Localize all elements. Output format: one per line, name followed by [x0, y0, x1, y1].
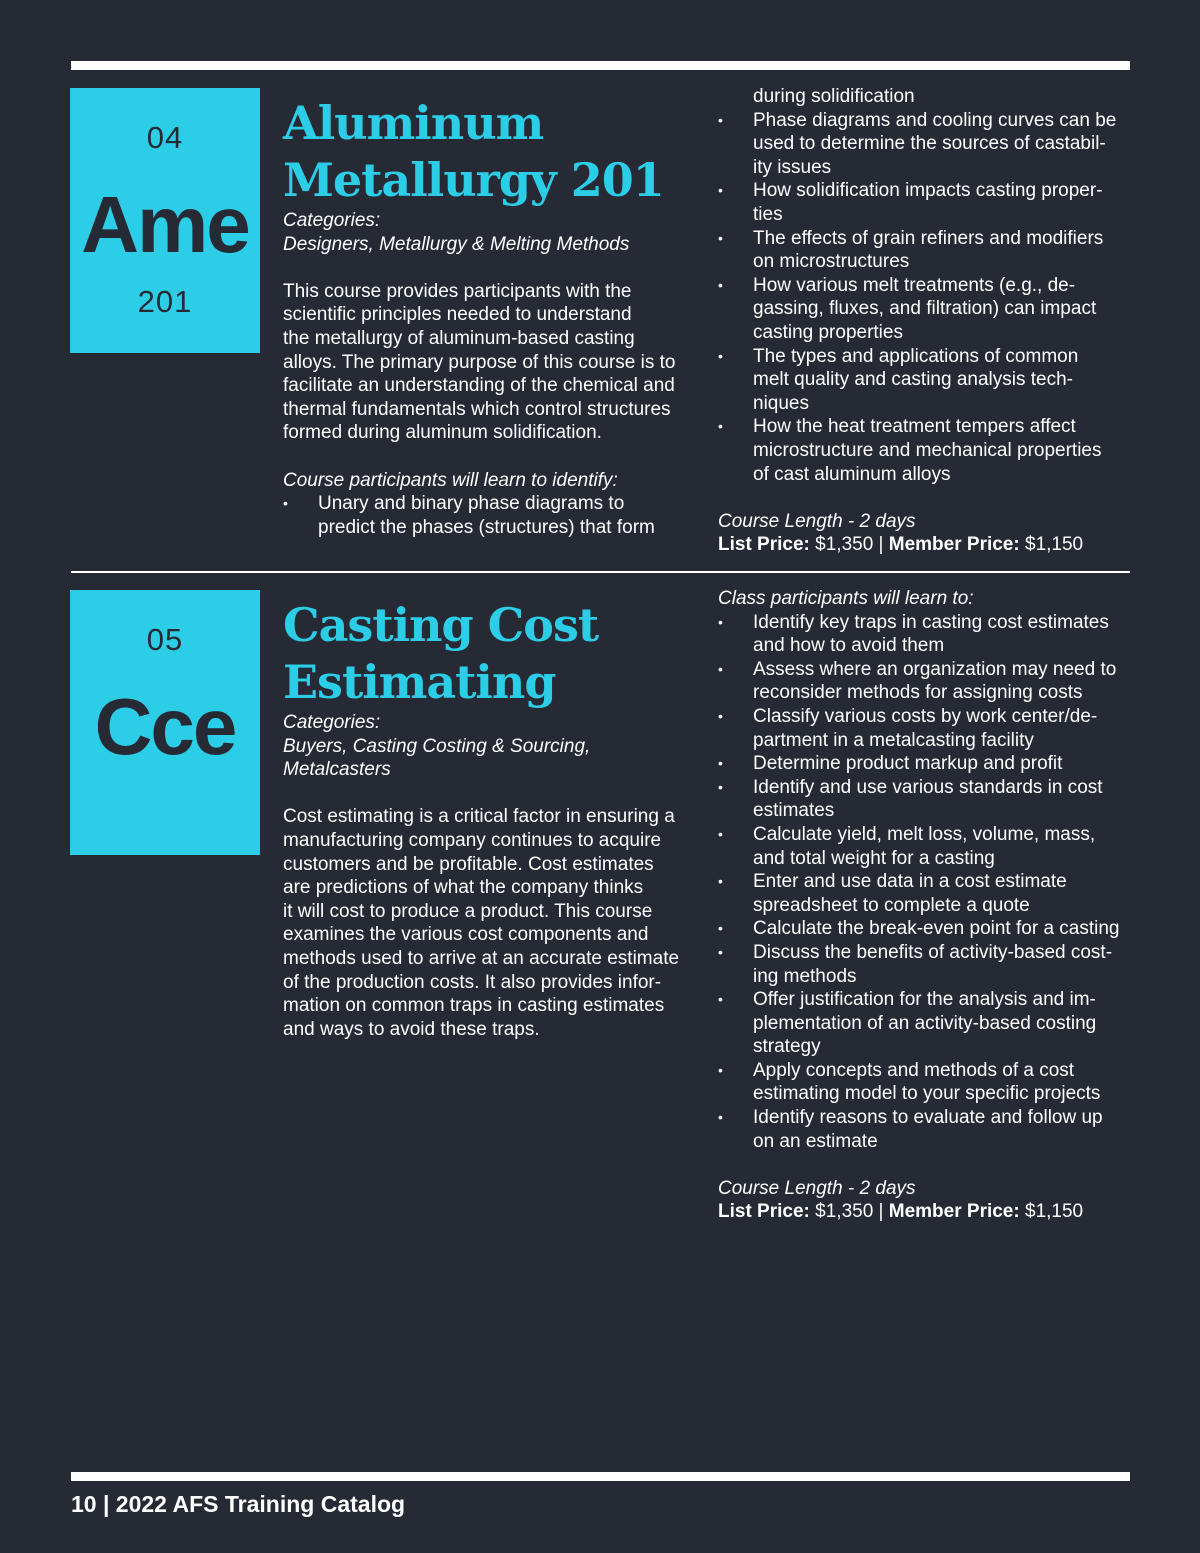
description-line: it will cost to produce a product. This course — [283, 900, 653, 922]
learn-list — [283, 492, 701, 539]
description-line: Cost estimating is a critical factor in ensuring a — [283, 806, 675, 828]
course-04-right-column — [718, 85, 1136, 557]
list-price-label: List Price: — [718, 1201, 810, 1223]
description-line: This course provides participants with the — [283, 280, 632, 302]
categories-label: Categories: — [283, 712, 381, 733]
description-line: mation on common traps in casting estimates — [283, 995, 665, 1017]
list-item: • Enter and use data in a cost estimate spreadsheet to complete a quote — [718, 870, 1136, 917]
categories-list — [283, 735, 701, 782]
description-line: and ways to avoid these traps. — [283, 1018, 540, 1040]
tile-number: 04 — [146, 120, 184, 155]
list-item: • The effects of grain refiners and modifiers on microstructures — [718, 227, 1136, 274]
categories-list — [283, 233, 701, 257]
list-item: • How various melt treatments (e.g., de- gassing, fluxes, and filtration) can impact casting properties — [718, 274, 1136, 345]
course-length: Course Length - 2 days — [718, 1177, 916, 1199]
section-divider — [71, 571, 1130, 573]
member-price-label: Member Price: — [888, 1201, 1020, 1223]
list-item: • How the heat treatment tempers affect microstructure and mechanical properties of cast aluminum alloys — [718, 415, 1136, 486]
list-price: $1,350 | — [809, 1201, 889, 1223]
course-title-line: Estimating — [283, 655, 556, 709]
description-line: manufacturing company continues to acquire — [283, 829, 662, 851]
learn-heading: Course participants will learn to identify: — [283, 469, 618, 491]
tile-symbol: Cce — [94, 682, 236, 771]
tile-number: 05 — [146, 622, 184, 657]
price-line — [718, 1200, 1136, 1224]
course-description — [283, 280, 701, 445]
list-price: $1,350 | — [809, 534, 889, 556]
top-rule — [71, 61, 1130, 70]
list-item-continuation: during solidification — [753, 86, 915, 107]
list-item: • Calculate yield, melt loss, volume, mass, and total weight for a casting — [718, 823, 1136, 870]
description-line: customers and be profitable. Cost estimates — [283, 853, 654, 875]
description-line: methods used to arrive at an accurate estimate — [283, 947, 680, 969]
list-price-label: List Price: — [718, 534, 810, 556]
course-title — [283, 597, 701, 711]
page-footer: 10 | 2022 AFS Training Catalog — [71, 1491, 406, 1517]
tile-symbol: Ame — [81, 180, 249, 269]
course-title-line: Aluminum — [283, 96, 544, 150]
list-item: • Identify reasons to evaluate and follow up on an estimate — [718, 1106, 1136, 1153]
list-item: • The types and applications of common melt quality and casting analysis tech- niques — [718, 345, 1136, 416]
course-tile-ame — [70, 88, 260, 353]
list-item: • Unary and binary phase diagrams to predict the phases (structures) that form — [283, 492, 701, 539]
tile-code: 201 — [137, 284, 193, 319]
list-item: • Identify and use various standards in cost estimates — [718, 776, 1136, 823]
footer-rule — [71, 1472, 1130, 1481]
list-item: • Classify various costs by work center/de- partment in a metalcasting facility — [718, 705, 1136, 752]
description-line: alloys. The primary purpose of this course is to — [283, 351, 676, 373]
list-item: • Identify key traps in casting cost estimates and how to avoid them — [718, 611, 1136, 658]
course-length: Course Length - 2 days — [718, 510, 916, 532]
categories-line: Designers, Metallurgy & Melting Methods — [283, 233, 630, 255]
course-05-right-column — [718, 587, 1136, 1224]
description-line: facilitate an understanding of the chemical and — [283, 375, 675, 397]
list-item: • How solidification impacts casting proper- ties — [718, 179, 1136, 226]
list-item: • Apply concepts and methods of a cost estimating model to your specific projects — [718, 1059, 1136, 1106]
price-line — [718, 533, 1136, 557]
member-price: $1,150 — [1019, 1201, 1084, 1223]
description-line: scientific principles needed to understand — [283, 304, 632, 326]
list-item: • Calculate the break-even point for a casting — [718, 917, 1136, 941]
course-title-line: Metallurgy 201 — [283, 153, 664, 207]
course-tile-cce — [70, 590, 260, 855]
categories-line: Buyers, Casting Costing & Sourcing, — [283, 735, 591, 757]
learn-list — [718, 611, 1136, 1154]
categories-line: Metalcasters — [283, 759, 391, 781]
member-price-label: Member Price: — [888, 534, 1020, 556]
course-title-line: Casting Cost — [283, 598, 599, 652]
learn-list-continued — [718, 109, 1136, 487]
description-line: thermal fundamentals which control structures — [283, 398, 671, 420]
description-line: formed during aluminum solidification. — [283, 422, 602, 444]
list-item: • Determine product markup and profit — [718, 752, 1136, 776]
course-description — [283, 805, 701, 1041]
list-item: • Discuss the benefits of activity-based cost- ing methods — [718, 941, 1136, 988]
course-05-left-column — [283, 597, 701, 1041]
list-item: • Offer justification for the analysis and im- plementation of an activity-based costing strategy — [718, 988, 1136, 1059]
learn-heading: Class participants will learn to: — [718, 588, 974, 609]
course-title — [283, 95, 701, 209]
course-04-left-column — [283, 95, 701, 539]
list-item: • Phase diagrams and cooling curves can be used to determine the sources of castabil- ity issues — [718, 109, 1136, 180]
description-line: are predictions of what the company thinks — [283, 877, 644, 899]
description-line: of the production costs. It also provides infor- — [283, 971, 662, 993]
categories-label: Categories: — [283, 210, 381, 231]
description-line: examines the various cost components and — [283, 924, 649, 946]
list-item: • Assess where an organization may need to reconsider methods for assigning costs — [718, 658, 1136, 705]
description-line: the metallurgy of aluminum-based casting — [283, 327, 635, 349]
member-price: $1,150 — [1019, 534, 1084, 556]
